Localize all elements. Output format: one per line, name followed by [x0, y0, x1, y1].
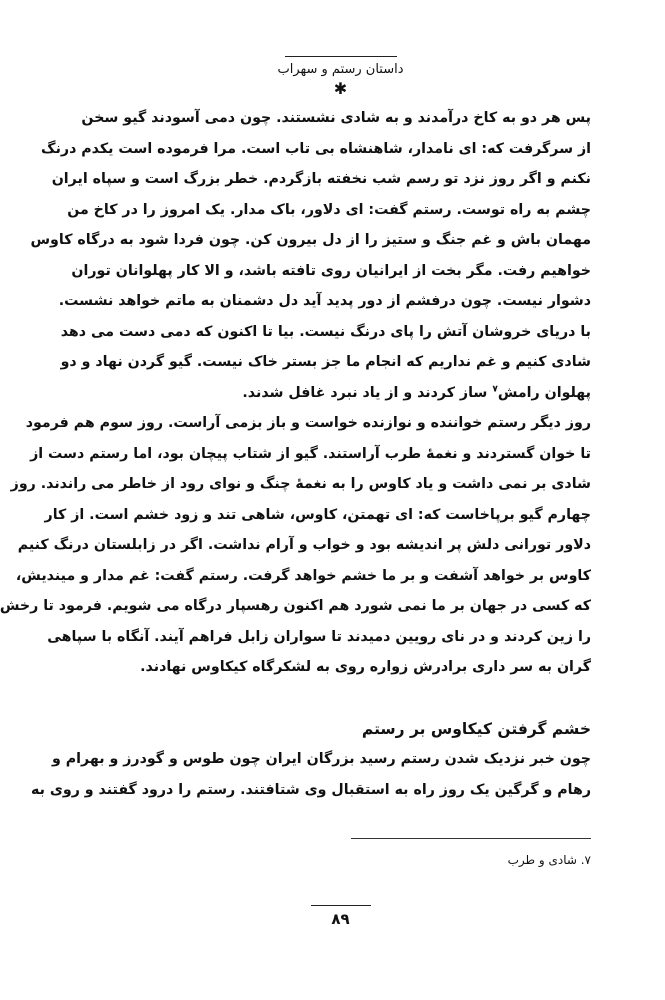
page-number: ۸۹ [331, 910, 350, 928]
section-heading: خشم گرفتن کیکاوس بر رستم [361, 720, 591, 738]
page-number-rule [311, 905, 371, 906]
text-line: کاوس بر خواهد آشفت و بر ما خشم خواهد گرفت. رستم گفت: غم مدار و میندیش، [15, 567, 591, 584]
paragraph-2 [0, 408, 591, 683]
text-line: مهمان باش و غم جنگ و ستیز را از دل بیرون کن. چون فردا شود به درگاه کاوس [30, 232, 591, 248]
footnote-rule [351, 838, 591, 839]
text-line: که کسی در جهان بر ما نمی شورد هم اکنون رهسپار درگاه می شویم. فرمود تا رخش [0, 598, 591, 614]
running-header [16, 56, 665, 96]
text-line-with-footnote [88, 378, 591, 409]
text-line: شادی کنیم و غم نداریم که انجام ما جز بستر خاک نیست. گیو گردن نهاد و دو [60, 354, 591, 370]
asterisk-ornament-icon: ✱ [333, 79, 348, 98]
running-title: داستان رستم و سهراب [277, 62, 404, 77]
text-line: روز دیگر رستم خواننده و نوازنده خواست و باز بزمی آراست. روز سوم هم فرمود [25, 415, 591, 431]
header-rule [285, 56, 397, 57]
text-fragment: ساز کردند و از یاد نبرد غافل شدند. [242, 384, 488, 401]
text-line: نکنم و اگر روز نزد تو رسم شب نخفته بازگردم. خطر بزرگ است و سپاه ایران [51, 171, 591, 187]
text-line: تا خوان گستردند و نغمهٔ طرب آراستند. گیو از شتاب پیچان بود، اما رستم دست از [30, 445, 591, 462]
text-line: دلاور تورانی دلش پر اندیشه بود و خواب و آرام نداشت. اگر در زابلستان درنگ کنیم [17, 537, 591, 553]
main-body-text [0, 103, 591, 683]
text-line: چون خبر نزدیک شدن رستم رسید بزرگان ایران چون طوس و گودرز و بهرام و [52, 751, 591, 767]
text-line: گران به سر داری برادرش زواره روی به لشکرگاه کیکاوس نهادند. [140, 659, 591, 675]
text-line: را زین کردند و در نای رویین دمیدند تا سواران زابل فراهم آیند. آنگاه با سپاهی [47, 628, 591, 645]
text-line: با دریای خروشان آتش را پای درنگ نیست. بیا تا اکنون که دمی دست می دهد [60, 323, 591, 340]
paragraph-1 [30, 103, 591, 408]
text-line: چهارم گیو برپاخاست که: ای تهمتن، کاوس، شاهی تند و زود خشم است. از کار [44, 506, 591, 523]
footnote: ۷. شادی و طرب [507, 853, 591, 867]
text-line: شادی بر نمی داشت و یاد کاوس را به نغمهٔ چنگ و نوای رود از خاطر می راندند. روز [10, 476, 591, 492]
text-line: پس هر دو به کاخ درآمدند و به شادی نشستند. چون دمی آسودند گیو سخن [81, 110, 591, 126]
text-line: دشوار نیست. چون درفشم از دور پدید آید دل دشمنان به ماتم خواهد نشست. [58, 293, 591, 309]
section-body-text [31, 744, 591, 805]
text-line: از سرگرفت که: ای نامدار، شاهنشاه بی تاب است. مرا فرموده است یکدم درنگ [41, 140, 591, 157]
text-line: رهام و گرگین یک روز راه به استقبال وی شتافتند. رستم را درود گفتند و روی به [31, 781, 591, 798]
footnote-marker: ۷ [492, 383, 498, 394]
text-fragment: پهلوان رامش [497, 384, 591, 401]
text-line: خواهیم رفت. مگر بخت از ایرانیان روی تافته باشد، و الا کار پهلوانان توران [71, 262, 591, 279]
page-number-block [16, 905, 665, 929]
text-line: چشم به راه توست. رستم گفت: ای دلاور، باک مدار. یک امروز را در کاخ من [67, 201, 591, 218]
